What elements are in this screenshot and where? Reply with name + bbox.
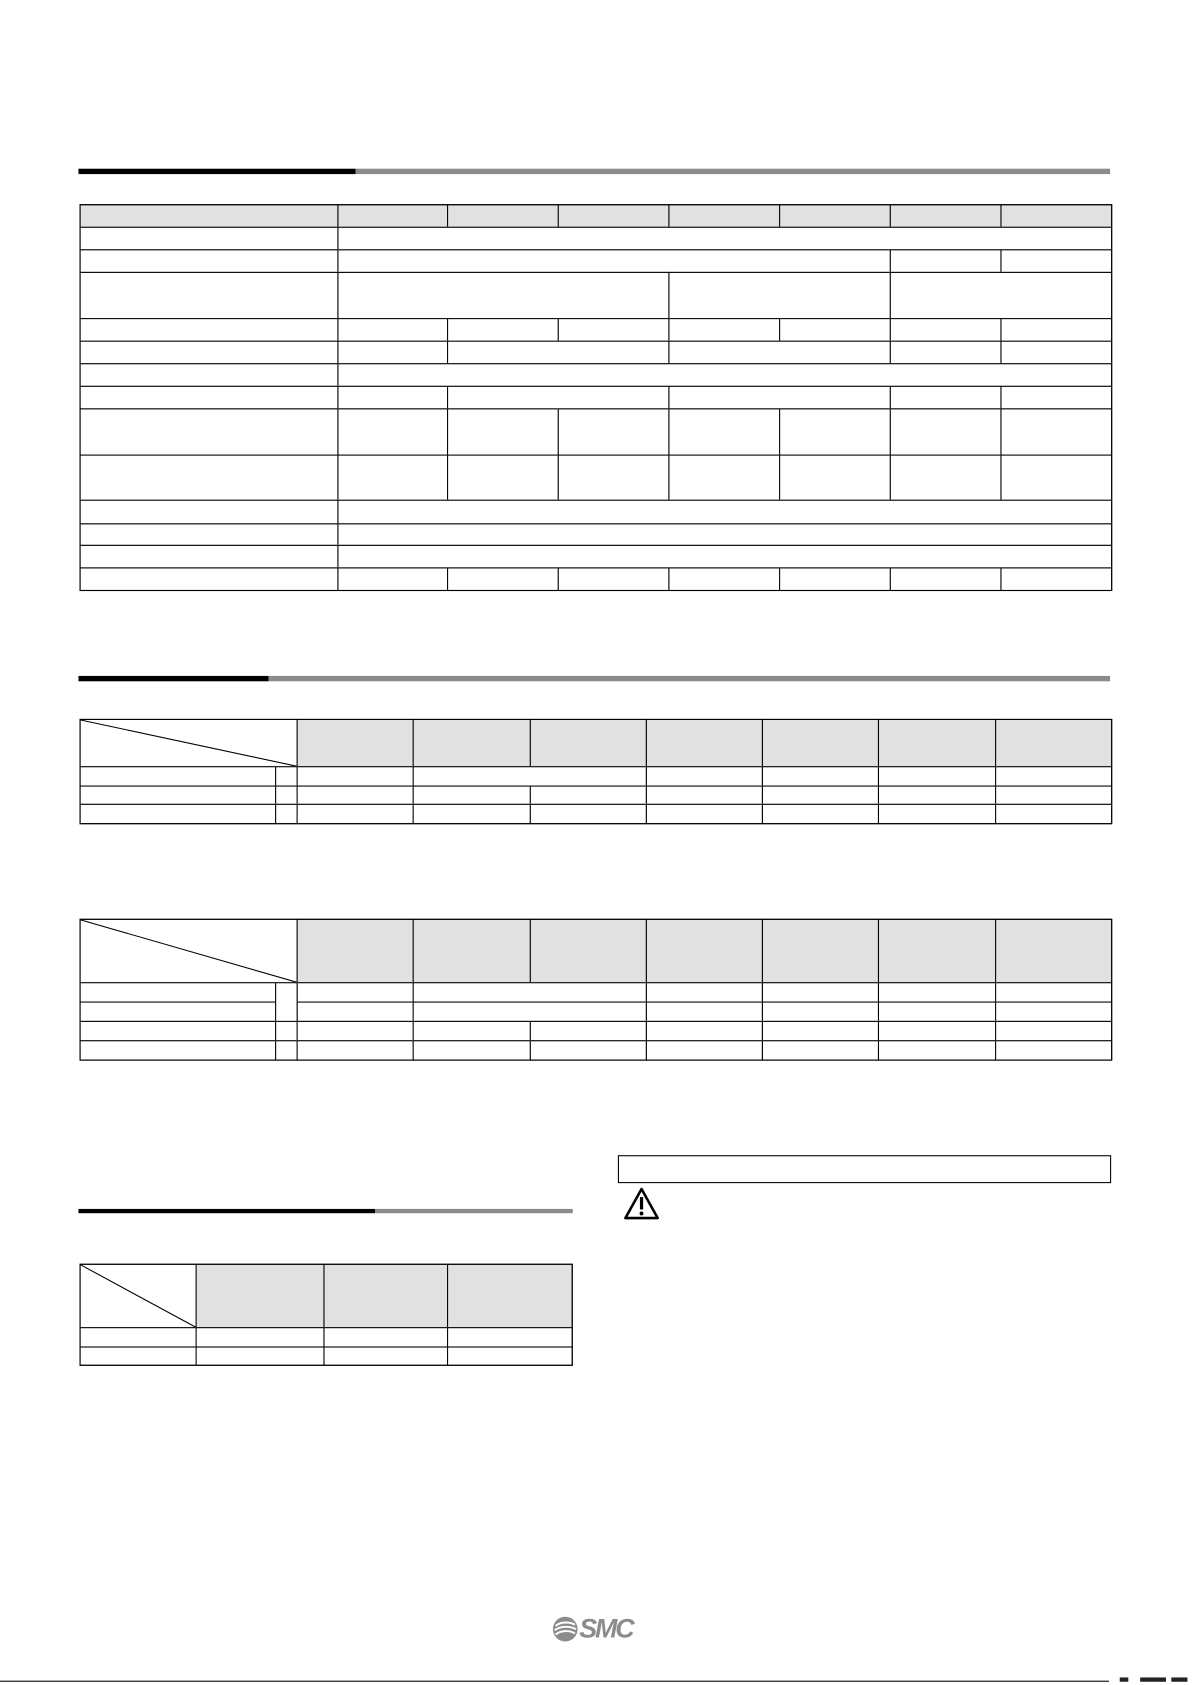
table-cell [80,766,277,786]
table-cell [1000,408,1112,455]
table-cell [779,408,891,455]
small-data-table [80,1264,573,1366]
diagonal-divider [81,1265,196,1327]
table-cell [337,318,448,342]
table-header-cell [779,204,891,228]
table-cell [337,408,448,455]
table-cell [646,982,763,1002]
table-cell [779,455,891,501]
diagonal-divider [81,720,297,766]
table-cell [762,1040,879,1060]
table-cell [413,1021,531,1041]
table-cell [890,386,1002,410]
table-header-cell [668,204,780,228]
table-cell [80,455,339,501]
footer-rule [0,1681,1109,1682]
section-rule [78,676,1110,681]
table-cell [80,408,339,455]
table-header-cell [196,1264,325,1328]
table-cell [447,341,669,365]
table-cell [878,1021,996,1041]
table-header-cell [890,204,1002,228]
table-corner-cell [80,1264,197,1328]
table-cell [297,1040,414,1060]
table-cell [1000,249,1112,273]
table-cell [275,1021,298,1041]
table-cell [80,1040,277,1060]
section-rule-line [269,676,1110,681]
table-cell [447,386,669,410]
table-header-cell [646,919,763,983]
table-cell [646,1040,763,1060]
table-cell [890,567,1002,591]
table-cell [762,1021,879,1041]
table-cell [762,786,879,805]
table-cell [530,786,647,805]
data-table [80,919,1113,1061]
table-header-cell [297,919,414,983]
table-header-cell [297,719,414,767]
data-table [80,719,1113,824]
table-cell [762,982,879,1002]
table-cell [878,766,996,786]
table-cell [530,1040,647,1060]
table-cell [80,386,339,410]
page-number-fragment [1171,1677,1187,1681]
table-cell [890,272,1112,319]
table-cell [297,786,414,805]
table-cell [1000,567,1112,591]
table-cell [413,982,647,1002]
table-cell [646,786,763,805]
table-cell [890,341,1002,365]
page-number-fragment [1140,1677,1166,1681]
table-cell [447,1346,573,1365]
table-header-cell [995,919,1112,983]
table-cell [668,318,780,342]
table-header-cell [878,919,996,983]
table-cell [337,249,890,273]
table-cell [337,272,669,319]
table-cell [668,341,890,365]
table-cell [762,1002,879,1022]
table-cell [297,804,414,824]
table-cell [995,982,1112,1002]
table-cell [80,567,339,591]
table-cell [275,804,298,824]
section-rule-accent [78,169,355,174]
table-cell [646,804,763,824]
table-cell [80,1327,197,1347]
table-cell [80,545,339,569]
table-cell [447,455,559,501]
table-cell [447,567,559,591]
table-header-cell [447,1264,573,1328]
table-cell [1000,455,1112,501]
table-header-cell [413,719,531,767]
table-header-cell [1000,204,1112,228]
page-number-fragment [1120,1677,1129,1681]
table-cell [337,341,448,365]
table-cell [878,982,996,1002]
table-cell [413,1002,647,1022]
table-cell [878,1002,996,1022]
table-cell [337,500,1112,525]
caution-header-box [618,1155,1111,1183]
table-header-cell [762,719,879,767]
table-header-cell [447,204,559,228]
table-cell [890,408,1002,455]
table-cell [762,804,879,824]
table-cell [1000,318,1112,342]
table-header-cell [323,1264,448,1328]
specifications-table [80,204,1113,591]
table-cell [297,1021,414,1041]
table-cell [337,386,448,410]
table-cell [80,982,277,1002]
table-cell [337,567,448,591]
smc-swirl-icon [552,1616,578,1642]
warning-exclamation-dot [640,1212,644,1216]
table-header-cell [762,919,879,983]
diagonal-line [81,920,297,982]
table-cell [80,363,339,387]
table-cell [995,1021,1112,1041]
table-corner-cell [80,919,298,983]
table-cell [995,786,1112,805]
table-cell [995,804,1112,824]
table-cell [530,804,647,824]
table-cell [530,1021,647,1041]
smc-logo-text: SMC [579,1614,633,1645]
section-rule [78,169,1110,174]
table-cell [447,408,559,455]
table-cell [337,455,448,501]
table-cell [80,318,339,342]
table-cell [890,249,1002,273]
table-cell [80,1346,197,1365]
table-cell [413,1040,531,1060]
table-cell [80,804,277,824]
diagonal-line [81,720,297,766]
section-rule [78,1209,572,1213]
table-cell [297,1002,414,1022]
table-cell [80,272,339,319]
table-cell [413,804,531,824]
smc-logo [552,1614,640,1644]
warning-triangle-icon [623,1186,660,1220]
table-header-cell [878,719,996,767]
table-cell [878,786,996,805]
table-header-cell [530,919,647,983]
table-cell [80,227,339,251]
table-cell [323,1346,448,1365]
table-cell [646,766,763,786]
table-cell [413,786,531,805]
section-rule-line [375,1209,573,1213]
table-cell [275,982,298,1022]
table-cell [337,545,1112,569]
table-cell [80,1002,277,1022]
table-cell [80,523,339,546]
diagonal-divider [81,920,297,982]
table-cell [558,408,670,455]
table-cell [668,567,780,591]
table-cell [413,766,647,786]
table-header-cell [530,719,647,767]
table-corner-cell [80,719,298,767]
table-cell [558,455,670,501]
section-rule-accent [78,676,268,681]
table-header-cell [995,719,1112,767]
table-cell [779,318,891,342]
table-cell [275,766,298,786]
table-cell [323,1327,448,1347]
section-rule-accent [78,1209,375,1213]
table-cell [995,1002,1112,1022]
table-cell [668,455,780,501]
table-cell [447,318,559,342]
table-cell [297,766,414,786]
table-cell [337,523,1112,546]
table-cell [337,363,1112,387]
table-cell [558,567,670,591]
table-cell [668,272,890,319]
table-cell [646,1002,763,1022]
table-cell [80,786,277,805]
table-cell [196,1327,325,1347]
table-cell [646,1021,763,1041]
table-cell [890,455,1002,501]
table-cell [890,318,1002,342]
table-cell [196,1346,325,1365]
table-cell [762,766,879,786]
table-header-cell [80,204,339,228]
table-cell [668,408,780,455]
table-cell [80,500,339,525]
table-cell [878,1040,996,1060]
table-header-cell [337,204,448,228]
section-rule-line [356,169,1110,174]
table-cell [275,1040,298,1060]
table-cell [1000,386,1112,410]
table-cell [995,1040,1112,1060]
table-cell [779,567,891,591]
table-cell [995,766,1112,786]
table-cell [337,227,1112,251]
table-cell [878,804,996,824]
table-header-cell [413,919,531,983]
table-cell [1000,341,1112,365]
table-header-cell [558,204,670,228]
table-header-cell [646,719,763,767]
table-cell [668,386,890,410]
table-cell [297,982,414,1002]
table-cell [80,249,339,273]
table-cell [447,1327,573,1347]
table-cell [558,318,670,342]
table-cell [275,786,298,805]
table-cell [80,1021,277,1041]
table-cell [80,341,339,365]
warning-exclamation-bar [640,1197,643,1209]
diagonal-line [81,1265,196,1327]
